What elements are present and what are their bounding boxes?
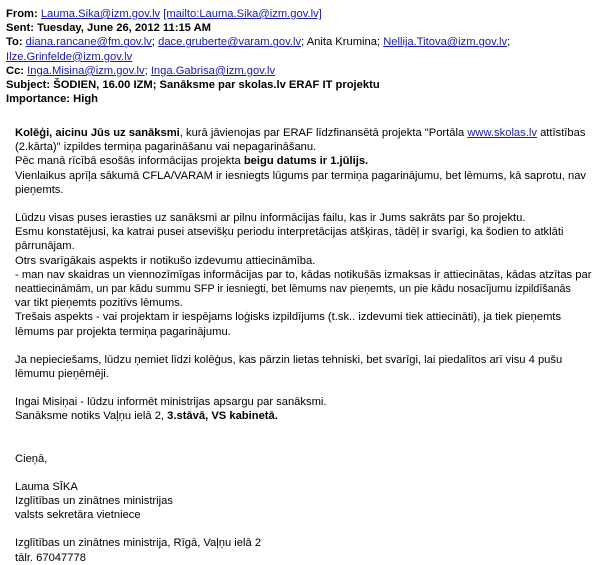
- paragraph-line: Ja nepieciešams, lūdzu ņemiet līdzi kolēģus, kas pārzin lietas tehniski, bet svarīgi, lai piedalītos arī visu 4 pušu: [15, 353, 563, 366]
- paragraph-line: Vienlaikus aprīļa sākumā CFLA/VARAM ir iesniegts lūgums par termiņa pagarinājumu, bet lēmums, kā saprotu, nav: [15, 169, 587, 182]
- from-email-link[interactable]: Lauma.Sika@izm.gov.lv: [40, 8, 161, 20]
- from-label: From:: [6, 8, 38, 20]
- separator: ;: [376, 36, 381, 49]
- paragraph-gap: [15, 197, 595, 211]
- from-mailto-link[interactable]: [mailto:Lauma.Sika@izm.gov.lv]: [163, 8, 322, 20]
- location-bold: 3.stāvā, VS kabinetā.: [167, 410, 278, 423]
- paragraph-line: Esmu konstatējusi, ka katrai pusei atsevišķu periodu interpretācijas atšķiras, tādēļ ir svarīgi, ka šodien to atklāti: [15, 226, 564, 239]
- to-recipient-link[interactable]: Nellija.Titova@izm.gov.lv: [383, 36, 508, 49]
- paragraph-line: neattiecināmām, un par kādu summu SFP ir iesniegti, bet lēmums nav pieņemts, un pie kādu nosacījumu izpildīšanās: [15, 283, 571, 296]
- to-row: [6, 35, 596, 49]
- separator: ;: [507, 36, 511, 49]
- cc-recipient-link[interactable]: Inga.Gabrisa@izm.gov.lv: [150, 64, 276, 77]
- signature-phone: tālr. 67047778: [15, 551, 86, 564]
- paragraph-gap: [15, 438, 595, 452]
- paragraph-gap: [15, 522, 595, 536]
- paragraph-line: Kolēģi, aicinu Jūs uz sanāksmi, kurā jāvienojas par ERAF līdzfinansētā projekta "Portāla www.skolas.lv attīstības: [15, 127, 586, 139]
- deadline-bold: beigu datums ir 1.jūlijs.: [243, 155, 369, 168]
- paragraph-gap: [15, 424, 595, 438]
- paragraph-line: lēmums par projekta termiņa pagarinājumu.: [15, 325, 231, 338]
- to-recipient-link[interactable]: dace.gruberte@varam.gov.lv: [158, 36, 302, 49]
- paragraph-line: (2.kārta)" izpildes termiņa pagarināšanu vai nepagarināšanu.: [15, 141, 317, 154]
- sent-row: [6, 21, 596, 35]
- subject-value: ŠODIEN, 16.00 IZM; Sanāksme par skolas.lv ERAF IT projektu: [53, 79, 380, 92]
- separator: ;: [151, 36, 155, 49]
- subject-row: [6, 78, 596, 92]
- paragraph-line: Otrs svarīgākais aspekts ir notikušo izdevumu attiecināmība.: [15, 254, 316, 267]
- signature-org: Izglītības un zinātnes ministrijas: [15, 495, 173, 508]
- sent-label: Sent:: [6, 22, 34, 35]
- sent-value: Tuesday, June 26, 2012 11:15 AM: [37, 22, 211, 35]
- paragraph-line: Pēc manā rīcībā esošās informācijas projekta beigu datums ir 1.jūlijs.: [15, 155, 369, 168]
- paragraph-line: pārrunājam.: [15, 240, 75, 253]
- paragraph-line: Ingai Misiņai - lūdzu informēt ministrijas apsargu par sanāksmi.: [15, 396, 327, 409]
- paragraph-line: Trešais aspekts - vai projektam ir iespējams loģisks izpildījums (t.sk.. izdevumi tiek attiecināti), ja tiek pieņemts: [15, 311, 562, 324]
- importance-label: Importance:: [6, 93, 71, 106]
- to-recipient-name: Anita Krumina: [306, 36, 377, 49]
- paragraph-line: Sanāksme notiks Vaļņu ielā 2, 3.stāvā, VS kabinetā.: [15, 410, 278, 423]
- skolas-link[interactable]: www.skolas.lv: [467, 127, 537, 139]
- to-recipient-link[interactable]: Ilze.Grinfelde@izm.gov.lv: [6, 50, 133, 63]
- to-row-continued: [6, 50, 596, 64]
- greeting: Cieņā,: [15, 452, 48, 465]
- cc-row: [6, 64, 596, 78]
- paragraph-gap: [15, 339, 595, 353]
- paragraph-line: - man nav skaidras un viennozīmīgas informācijas par to, kādas notikušās izmaksas ir attiecinātas, kādas atzītas par: [15, 268, 592, 281]
- to-label: To:: [6, 36, 23, 49]
- paragraph-line: lēmumu pieņēmēji.: [15, 368, 109, 381]
- paragraph-line: pieņemts.: [15, 183, 64, 196]
- paragraph-line: Lūdzu visas puses ierasties uz sanāksmi ar pilnu informācijas failu, kas ir Jums sakrāts par šo projektu.: [15, 212, 526, 225]
- paragraph-gap: [15, 381, 595, 395]
- separator: ;: [301, 36, 305, 49]
- email-body: [15, 126, 595, 565]
- to-recipient-link[interactable]: diana.rancane@fm.gov.lv: [25, 36, 152, 49]
- invitation-bold: Kolēģi, aicinu Jūs uz sanāksmi: [15, 127, 180, 139]
- cc-recipient-link[interactable]: Inga.Misina@izm.gov.lv: [27, 64, 145, 77]
- importance-row: [6, 92, 596, 106]
- paragraph-gap: [15, 466, 595, 480]
- paragraph-line: var tikt pieņemts pozitīvs lēmums.: [15, 297, 183, 310]
- subject-label: Subject:: [6, 79, 51, 92]
- separator: ;: [144, 64, 148, 77]
- signature-name: Lauma SĪKA: [15, 480, 78, 493]
- email-header: [6, 7, 596, 106]
- signature-address: Izglītības un zinātnes ministrija, Rīgā, Vaļņu ielā 2: [15, 537, 262, 550]
- importance-value: High: [73, 93, 98, 106]
- cc-label: Cc:: [6, 64, 25, 77]
- from-row: [6, 7, 596, 21]
- signature-title: valsts sekretāra vietniece: [15, 509, 141, 522]
